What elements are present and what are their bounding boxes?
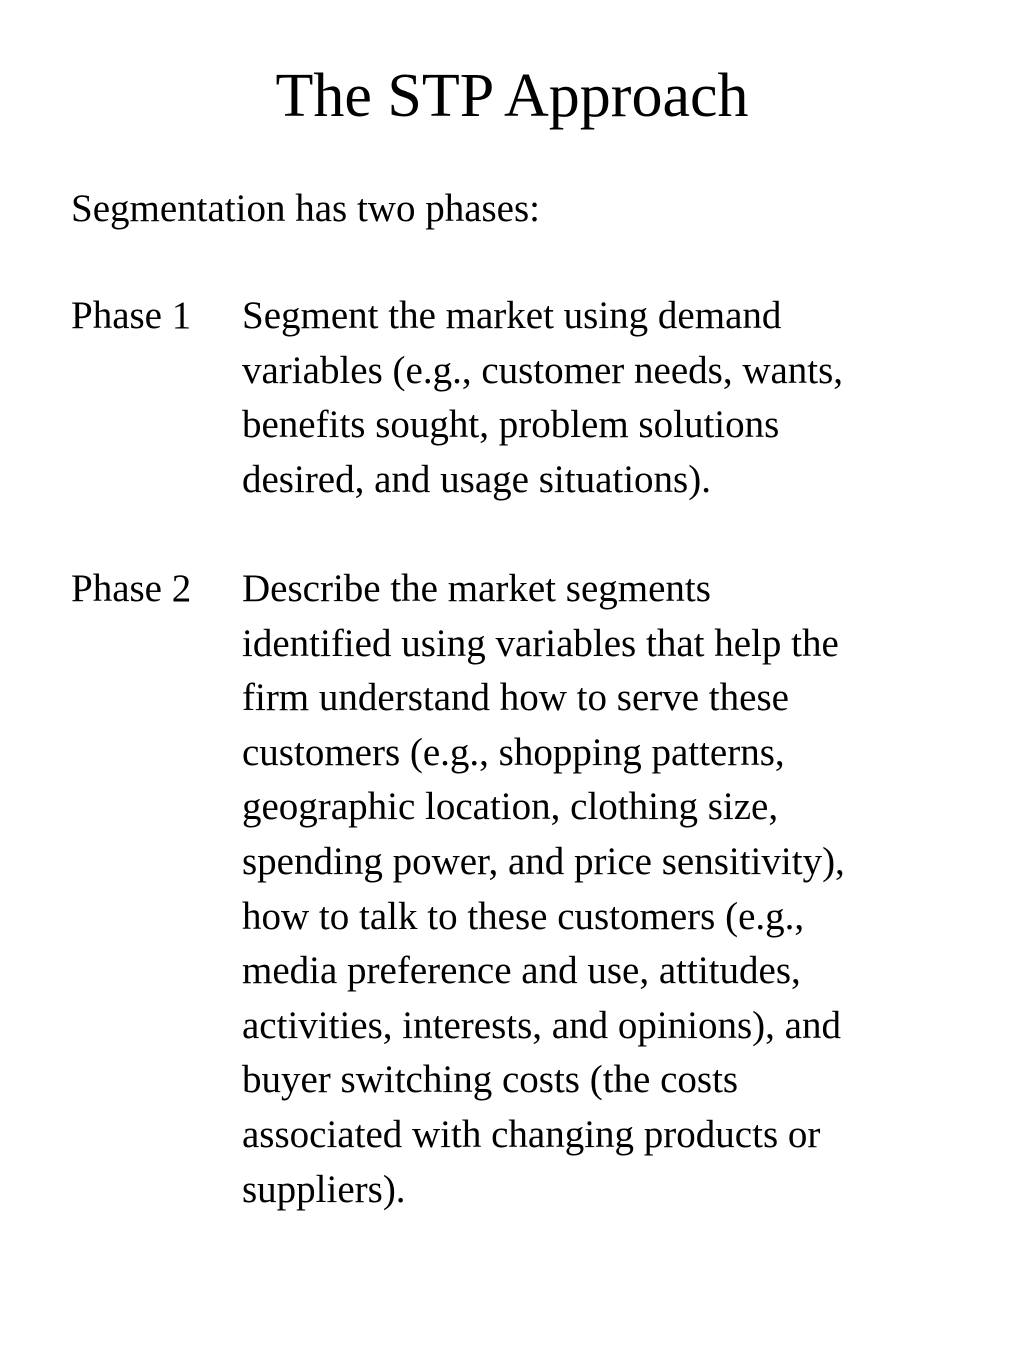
phase-1-line: variables (e.g., customer needs, wants, [242, 348, 844, 392]
phase-1-block [71, 289, 971, 507]
phase-2-label: Phase 2 [71, 567, 192, 610]
phase-1-label: Phase 1 [71, 294, 192, 337]
phase-2-description [242, 562, 971, 1217]
slide-title: The STP Approach [275, 62, 749, 130]
phase-2-line: media preference and use, attitudes, [242, 949, 801, 993]
phase-2-block [71, 562, 971, 1217]
phase-2-line: suppliers). [242, 1167, 406, 1211]
phase-1-line: Segment the market using demand [242, 294, 782, 337]
phase-1-line: benefits sought, problem solutions [242, 403, 780, 447]
phase-2-line: buyer switching costs (the costs [242, 1058, 739, 1102]
phase-2-line: spending power, and price sensitivity), [242, 839, 845, 883]
phase-2-line: customers (e.g., shopping patterns, [242, 730, 785, 774]
phase-2-line: how to talk to these customers (e.g., [242, 894, 805, 938]
phase-2-line: associated with changing products or [242, 1112, 821, 1156]
phase-2-line: firm understand how to serve these [242, 676, 789, 720]
phase-2-line: identified using variables that help the [242, 621, 839, 665]
phase-2-line: activities, interests, and opinions), and [242, 1003, 841, 1047]
phase-1-description [242, 289, 971, 507]
phase-2-line: Describe the market segments [242, 567, 711, 610]
intro-text: Segmentation has two phases: [71, 187, 541, 230]
phase-2-line: geographic location, clothing size, [242, 785, 779, 829]
phase-1-line: desired, and usage situations). [242, 457, 711, 501]
